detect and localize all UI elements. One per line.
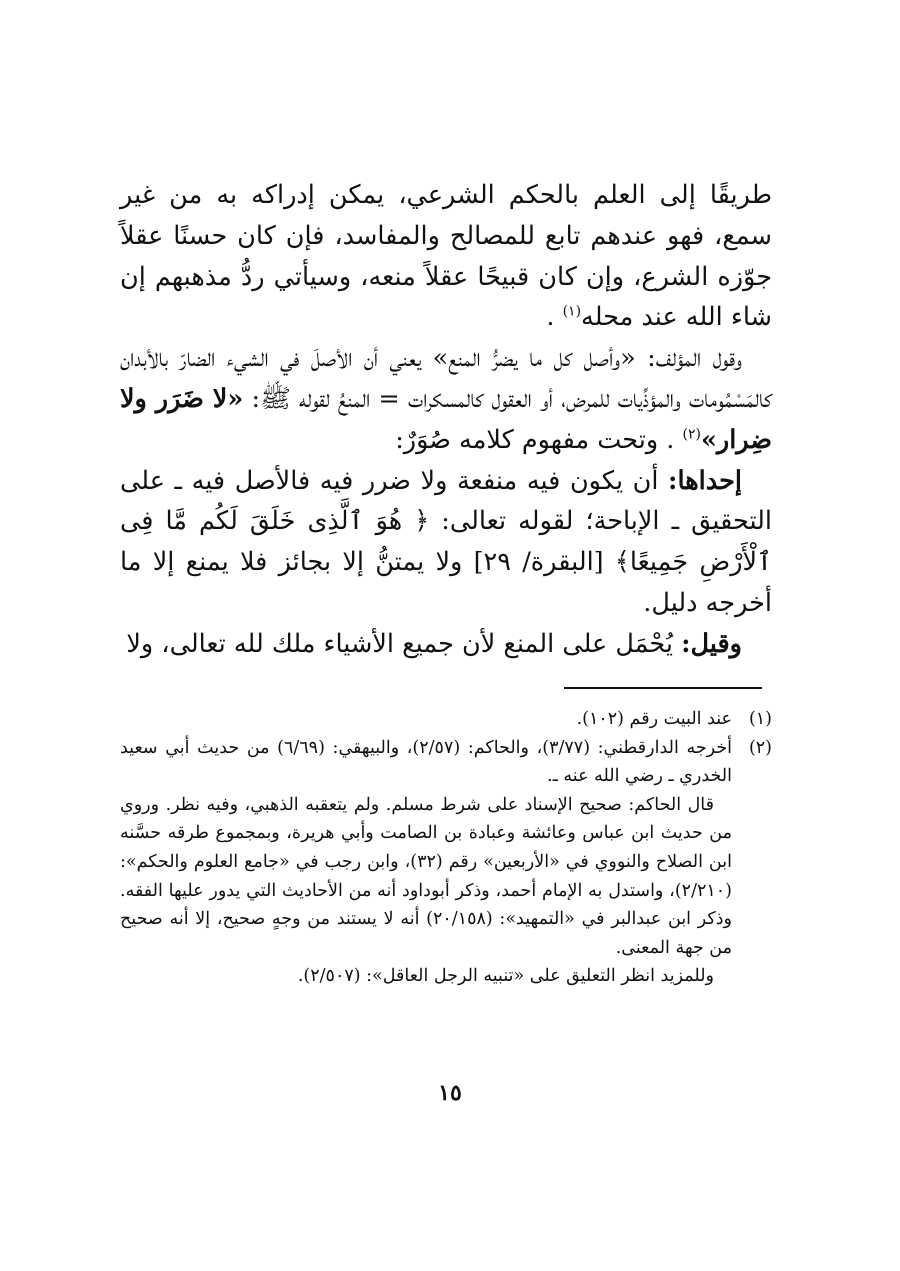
footnote-ref-2[interactable]: (٢) (682, 426, 701, 443)
footnote-2-continuation (120, 791, 732, 991)
paragraph-1-text: طريقًا إلى العلم بالحكم الشرعي، يمكن إدراكه به من غير سمع، فهو عندهم تابع للمصالح والمفاسد، فإن كان حسنًا عقلاً جوّزه الشرع، وإن كان قبيحًا عقلاً منعه، وسيأتي ردُّ مذهبهم إن شاء الله عند محله (120, 180, 772, 333)
paragraph-3 (120, 461, 772, 624)
paragraph-3-lead: إحداها: (668, 465, 742, 496)
paragraph-4-text: يُحْمَل على المنع لأن جميع الأشياء ملك لله تعالى، ولا (126, 628, 682, 659)
footnote-1 (120, 705, 772, 734)
paragraph-4-lead: وقيل: (681, 628, 742, 659)
paragraph-3-end: [البقرة/ ٢٩] ولا يمتنُّ إلا بجائز فلا يمنع إلا ما أخرجه دليل. (120, 547, 772, 618)
footnote-1-text: عند البيت رقم (١٠٢). (576, 709, 732, 729)
footnote-separator (564, 687, 762, 689)
paragraph-1 (120, 175, 772, 338)
footnotes (120, 705, 772, 991)
footnote-2-text: أخرجه الدارقطني: (٣/٧٧)، والحاكم: (٢/٥٧)، والبيهقي: (٦/٦٩) من حديث أبي سعيد الخدري ـ رضي الله عنه ـ. (120, 737, 732, 787)
main-text (120, 175, 772, 665)
footnote-ref-1[interactable]: (١) (562, 303, 582, 320)
paragraph-2 (120, 338, 772, 460)
paragraph-2-end: . وتحت مفهوم كلامه صُوَرٌ: (395, 424, 683, 455)
paragraph-2-text: وقول المؤلف: «وأصل كل ما يضرُّ المنع» يعني أن الأصلَ في الشيء الضارّ بالأبدان كالمَسْمُومات والمؤذِّيات للمرض، أو العقول كالمسكرات = المنعُ لقوله ﷺ: (120, 343, 772, 414)
footnote-2-paragraph-3: وللمزيد انظر التعليق على «تنبيه الرجل العاقل»: (٢/٥٠٧). (297, 966, 714, 987)
footnote-2-number: (٢) (748, 737, 772, 758)
page-number: ١٥ (438, 1080, 462, 1106)
paragraph-1-end: . (546, 302, 563, 333)
footnote-2 (120, 734, 772, 791)
footnote-1-number: (١) (748, 709, 772, 729)
footnote-2-paragraph-2: قال الحاكم: صحيح الإسناد على شرط مسلم. ولم يتعقبه الذهبي، وفيه نظر. وروي من حديث ابن عباس وعائشة وعبادة بن الصامت وأبي هريرة، وبمجموع طرقه حسَّنه ابن الصلاح والنووي في «الأربعين» رقم (٣٢)، وابن رجب في «جامع العلوم والحكم»: (٢/٢١٠)، واستدل به الإمام أحمد، وذكر أبوداود أنه من الأحاديث التي يدور عليها الفقه. وذكر ابن عبدالبر في «التمهيد»: (٢٠/١٥٨) أنه لا يستند من وجهٍ صحيح، إلا أنه صحيح من جهة المعنى. (120, 794, 732, 958)
paragraph-3-text: أن يكون فيه منفعة ولا ضرر فيه فالأصل فيه ـ على التحقيق ـ الإباحة؛ لقوله تعالى: (120, 465, 772, 537)
quran-verse: ﴿ هُوَ ٱلَّذِى خَلَقَ لَكُم مَّا فِى ٱلْأَرْضِ جَمِيعًا﴾ (120, 506, 772, 578)
paragraph-4 (120, 624, 772, 665)
hadith-quote: «لا ضَرَر ولا ضِرار» (120, 383, 772, 455)
